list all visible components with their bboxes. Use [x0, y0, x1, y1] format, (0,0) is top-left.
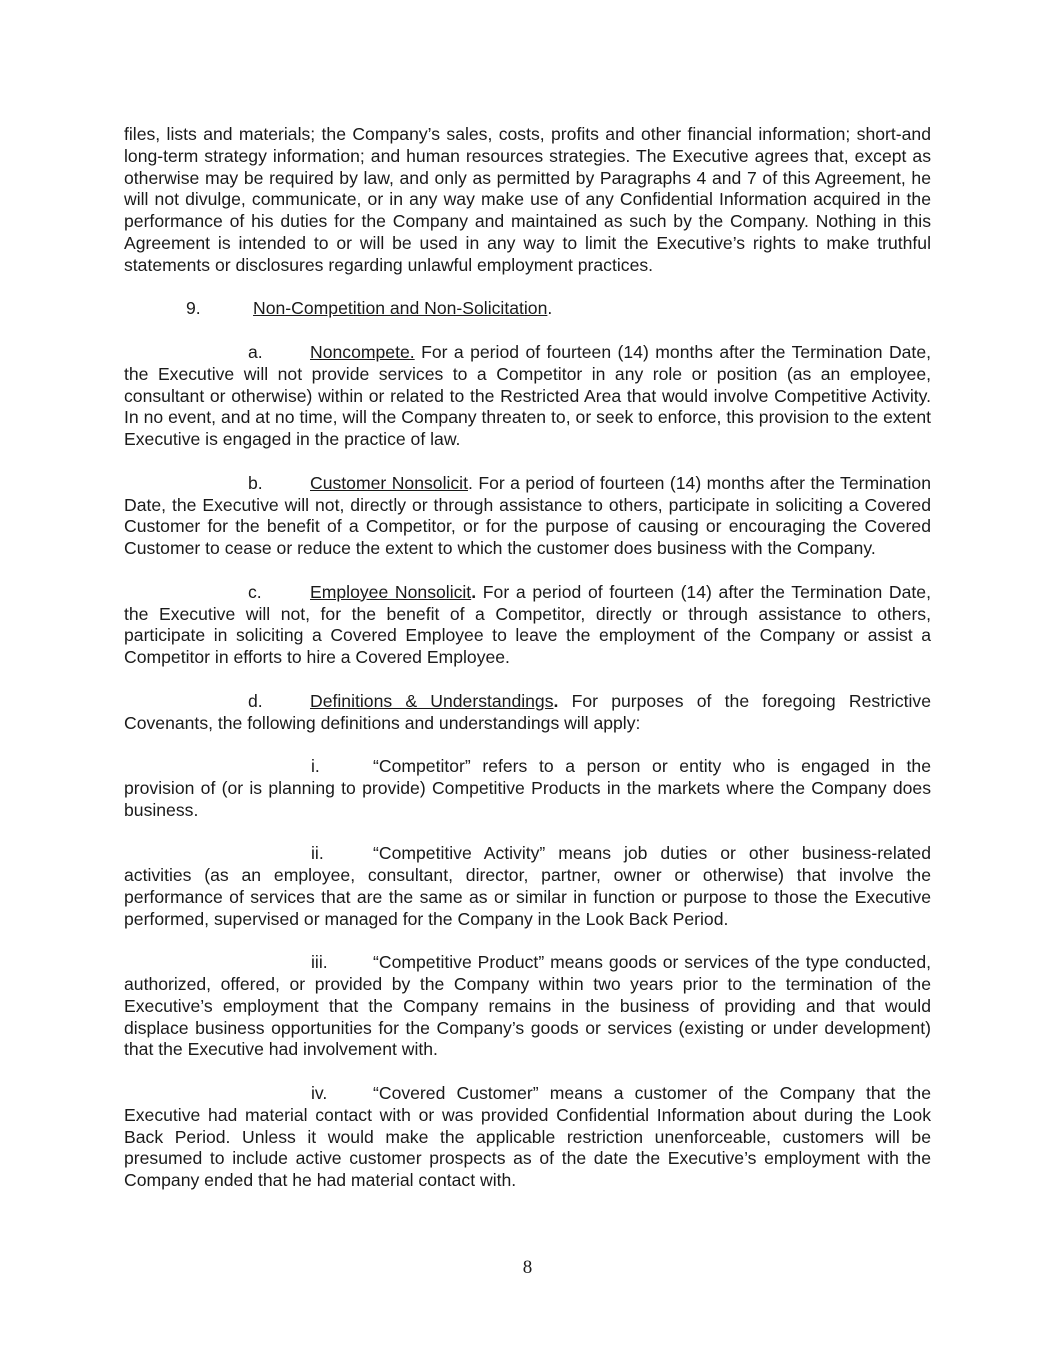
definition-item-text: “Competitive Activity” means job duties or other business-related activities (as an employee, consultant, director, partner, owner or otherwise) that involve the performance of services that are the same as or similar in function or purpose to those the Executive performed, supervised or managed for the Company in the Look Back Period.	[124, 843, 931, 929]
clause-a	[124, 342, 931, 451]
definition-item	[124, 1083, 931, 1192]
clause-c-title-end: .	[471, 581, 477, 602]
clause-c-label: c.	[248, 581, 262, 602]
clause-d-text: For purposes of the foregoing Restrictive Covenants, the following definitions and understandings will apply:	[124, 690, 931, 733]
definition-item-label: iii.	[311, 952, 328, 973]
section-9-number: 9.	[186, 298, 201, 319]
section-9-title: Non-Competition and Non-Solicitation	[253, 298, 548, 319]
clause-b-label: b.	[248, 472, 263, 493]
definition-item	[124, 756, 931, 821]
clause-d-title: Definitions & Understandings	[310, 690, 554, 711]
definition-item	[124, 843, 931, 930]
section-9-title-end: .	[547, 298, 553, 319]
clause-c-text: For a period of fourteen (14) after the Termination Date, the Executive will not, for the benefit of a Competitor, directly or through assistance to others, participate in soliciting a Covered Employee to leave the employment of the Company or assist a Competitor in efforts to hire a Covered Employee.	[124, 581, 931, 668]
clause-a-title: Noncompete.	[310, 341, 415, 362]
page-number: 8	[522, 1257, 533, 1278]
clause-b-text: For a period of fourteen (14) months after the Termination Date, the Executive will not, directly or through assistance to others, participate in soliciting a Covered Customer for the benefit of a Competitor, or for the purpose of causing or encouraging the Covered Customer to cease or reduce the extent to which the customer does business with the Company.	[124, 472, 931, 559]
clause-d	[124, 691, 931, 735]
clause-a-text: For a period of fourteen (14) months after the Termination Date, the Executive will not provide services to a Competitor in any role or position (as an employee, consultant or otherwise) within or related to the Restricted Area that would involve Competitive Activity. In no event, and at no time, will the Company threaten to, or seek to enforce, this provision to the extent Executive is engaged in the practice of law.	[124, 341, 931, 450]
clause-a-label: a.	[248, 341, 263, 362]
paragraph-continuation: files, lists and materials; the Company’s sales, costs, profits and other financial information; short-and long-term strategy information; and human resources strategies. The Executive agrees that, except as otherwise may be required by law, and only as permitted by Paragraphs 4 and 7 of this Agreement, he will not divulge, communicate, or in any way make use of any Confidential Information acquired in the performance of his duties for the Company and maintained as such by the Company. Nothing in this Agreement is intended to or will be used in any way to limit the Executive’s rights to make truthful statements or disclosures regarding unlawful employment practices.	[124, 124, 931, 275]
clause-c	[124, 582, 931, 669]
clause-d-title-end: .	[553, 690, 559, 711]
document-page	[124, 124, 931, 1214]
definition-item-text: “Competitor” refers to a person or entity who is engaged in the provision of (or is planning to provide) Competitive Products in the markets where the Company does business.	[124, 756, 931, 820]
clause-b-title-end: .	[467, 472, 473, 493]
definition-item-text: “Covered Customer” means a customer of the Company that the Executive had material contact with or was provided Confidential Information about during the Look Back Period. Unless it would make the applicable restriction unenforceable, customers will be presumed to include active customer prospects as of the date the Executive’s employment with the Company ended that he had material contact with.	[124, 1083, 931, 1191]
definition-item-label: i.	[311, 756, 320, 777]
clause-b-title: Customer Nonsolicit	[310, 472, 468, 493]
definition-item-label: iv.	[311, 1083, 328, 1104]
clause-b	[124, 473, 931, 560]
clause-c-title: Employee Nonsolicit	[310, 581, 472, 602]
definition-item-label: ii.	[311, 843, 324, 864]
section-9-heading	[124, 298, 931, 320]
definition-item-text: “Competitive Product” means goods or services of the type conducted, authorized, offered, or provided by the Company within two years prior to the termination of the Executive’s employment that the Company remains in the business of providing and that would displace business opportunities for the Company’s goods or services (existing or under development) that the Executive had involvement with.	[124, 952, 931, 1060]
definition-item	[124, 952, 931, 1061]
clause-d-label: d.	[248, 690, 263, 711]
